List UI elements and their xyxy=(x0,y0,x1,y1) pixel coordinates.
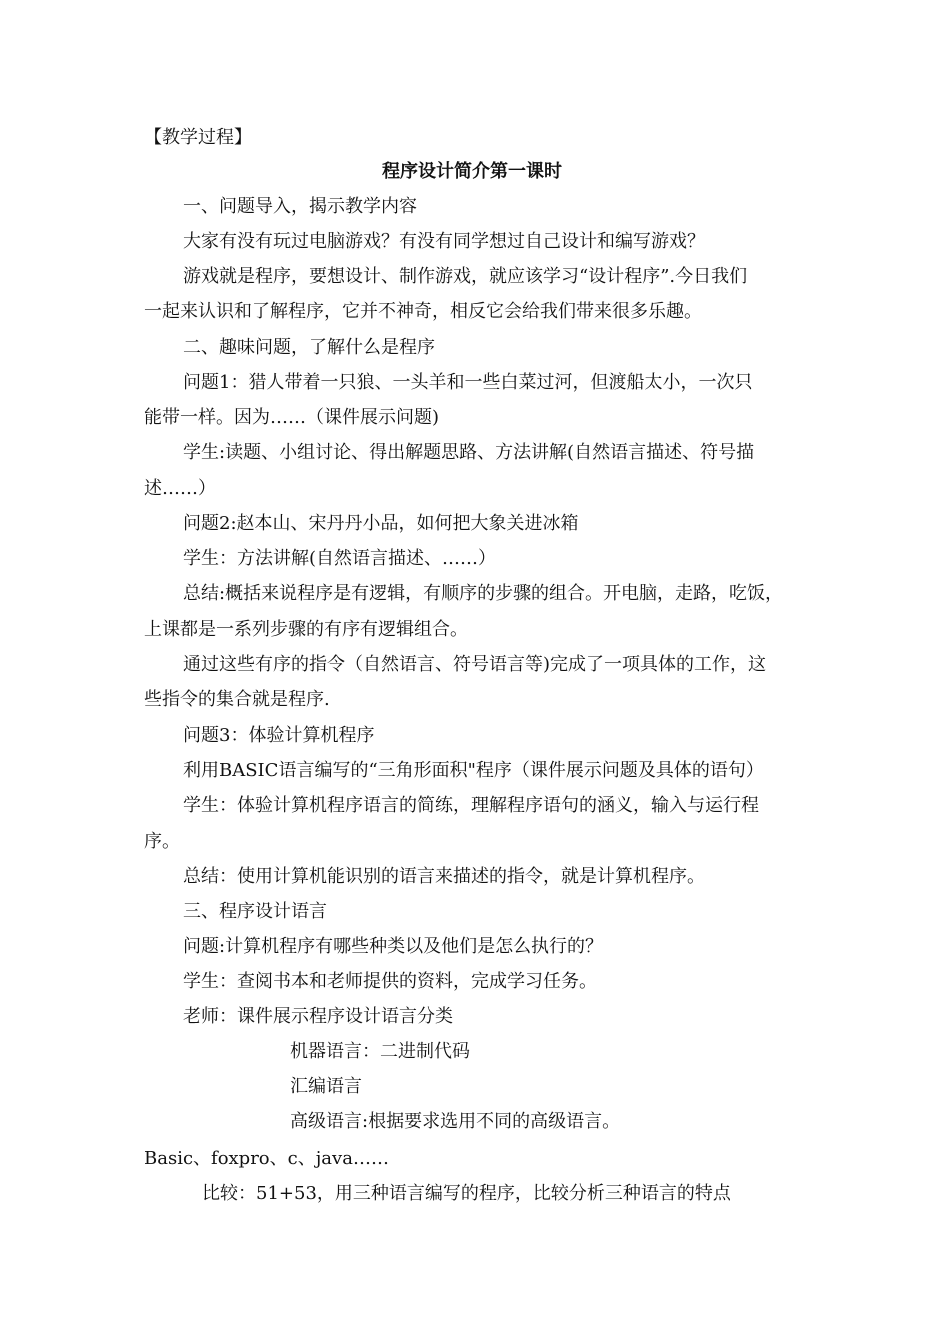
paragraph-line: 学生:读题、小组讨论、得出解题思路、方法讲解(自然语言描述、符号描 xyxy=(183,442,755,463)
heading-1: 一、问题导入，揭示教学内容 xyxy=(183,196,417,217)
paragraph-line: 问题1：猎人带着一只狼、一头羊和一些白菜过河，但渡船太小，一次只 xyxy=(183,372,753,393)
paragraph-line: 问题3：体验计算机程序 xyxy=(183,725,375,746)
section-header: 【教学过程】 xyxy=(144,127,252,148)
list-item: 高级语言:根据要求选用不同的高级语言。 xyxy=(290,1111,621,1132)
paragraph-line: 能带一样。因为……（课件展示问题) xyxy=(144,407,440,428)
document-title: 程序设计简介第一课时 xyxy=(382,161,562,182)
paragraph-line: Basic、foxpro、c、java…… xyxy=(144,1148,389,1169)
paragraph-line: 述……） xyxy=(144,478,216,499)
paragraph-line: 序。 xyxy=(144,831,180,852)
paragraph-line: 学生：查阅书本和老师提供的资料，完成学习任务。 xyxy=(183,971,597,992)
paragraph-line: 问题:计算机程序有哪些种类以及他们是怎么执行的？ xyxy=(183,936,604,957)
paragraph-line: 老师：课件展示程序设计语言分类 xyxy=(183,1006,453,1027)
paragraph-line: 些指令的集合就是程序. xyxy=(144,689,330,710)
paragraph-line: 学生：体验计算机程序语言的简练，理解程序语句的涵义，输入与运行程 xyxy=(183,795,759,816)
list-item: 汇编语言 xyxy=(290,1076,362,1097)
heading-2: 二、趣味问题，了解什么是程序 xyxy=(183,337,435,358)
paragraph-line: 比较：51+53，用三种语言编写的程序，比较分析三种语言的特点 xyxy=(202,1183,731,1204)
paragraph-line: 游戏就是程序，要想设计、制作游戏，就应该学习“设计程序”.今日我们 xyxy=(183,266,748,287)
paragraph-line: 问题2:赵本山、宋丹丹小品，如何把大象关进冰箱 xyxy=(183,513,579,534)
paragraph-line: 大家有没有玩过电脑游戏？有没有同学想过自己设计和编写游戏？ xyxy=(183,231,705,252)
paragraph-line: 总结:概括来说程序是有逻辑，有顺序的步骤的组合。开电脑，走路，吃饭， xyxy=(183,583,784,604)
paragraph-line: 总结：使用计算机能识别的语言来描述的指令，就是计算机程序。 xyxy=(183,866,705,887)
list-item: 机器语言：二进制代码 xyxy=(290,1041,470,1062)
heading-3: 三、程序设计语言 xyxy=(183,901,327,922)
paragraph-line: 一起来认识和了解程序，它并不神奇，相反它会给我们带来很多乐趣。 xyxy=(144,301,702,322)
paragraph-line: 上课都是一系列步骤的有序有逻辑组合。 xyxy=(144,619,468,640)
paragraph-line: 通过这些有序的指令（自然语言、符号语言等)完成了一项具体的工作，这 xyxy=(183,654,767,675)
paragraph-line: 学生：方法讲解(自然语言描述、……） xyxy=(183,548,497,569)
paragraph-line: 利用BASIC语言编写的“三角形面积"程序（课件展示问题及具体的语句） xyxy=(183,760,764,781)
